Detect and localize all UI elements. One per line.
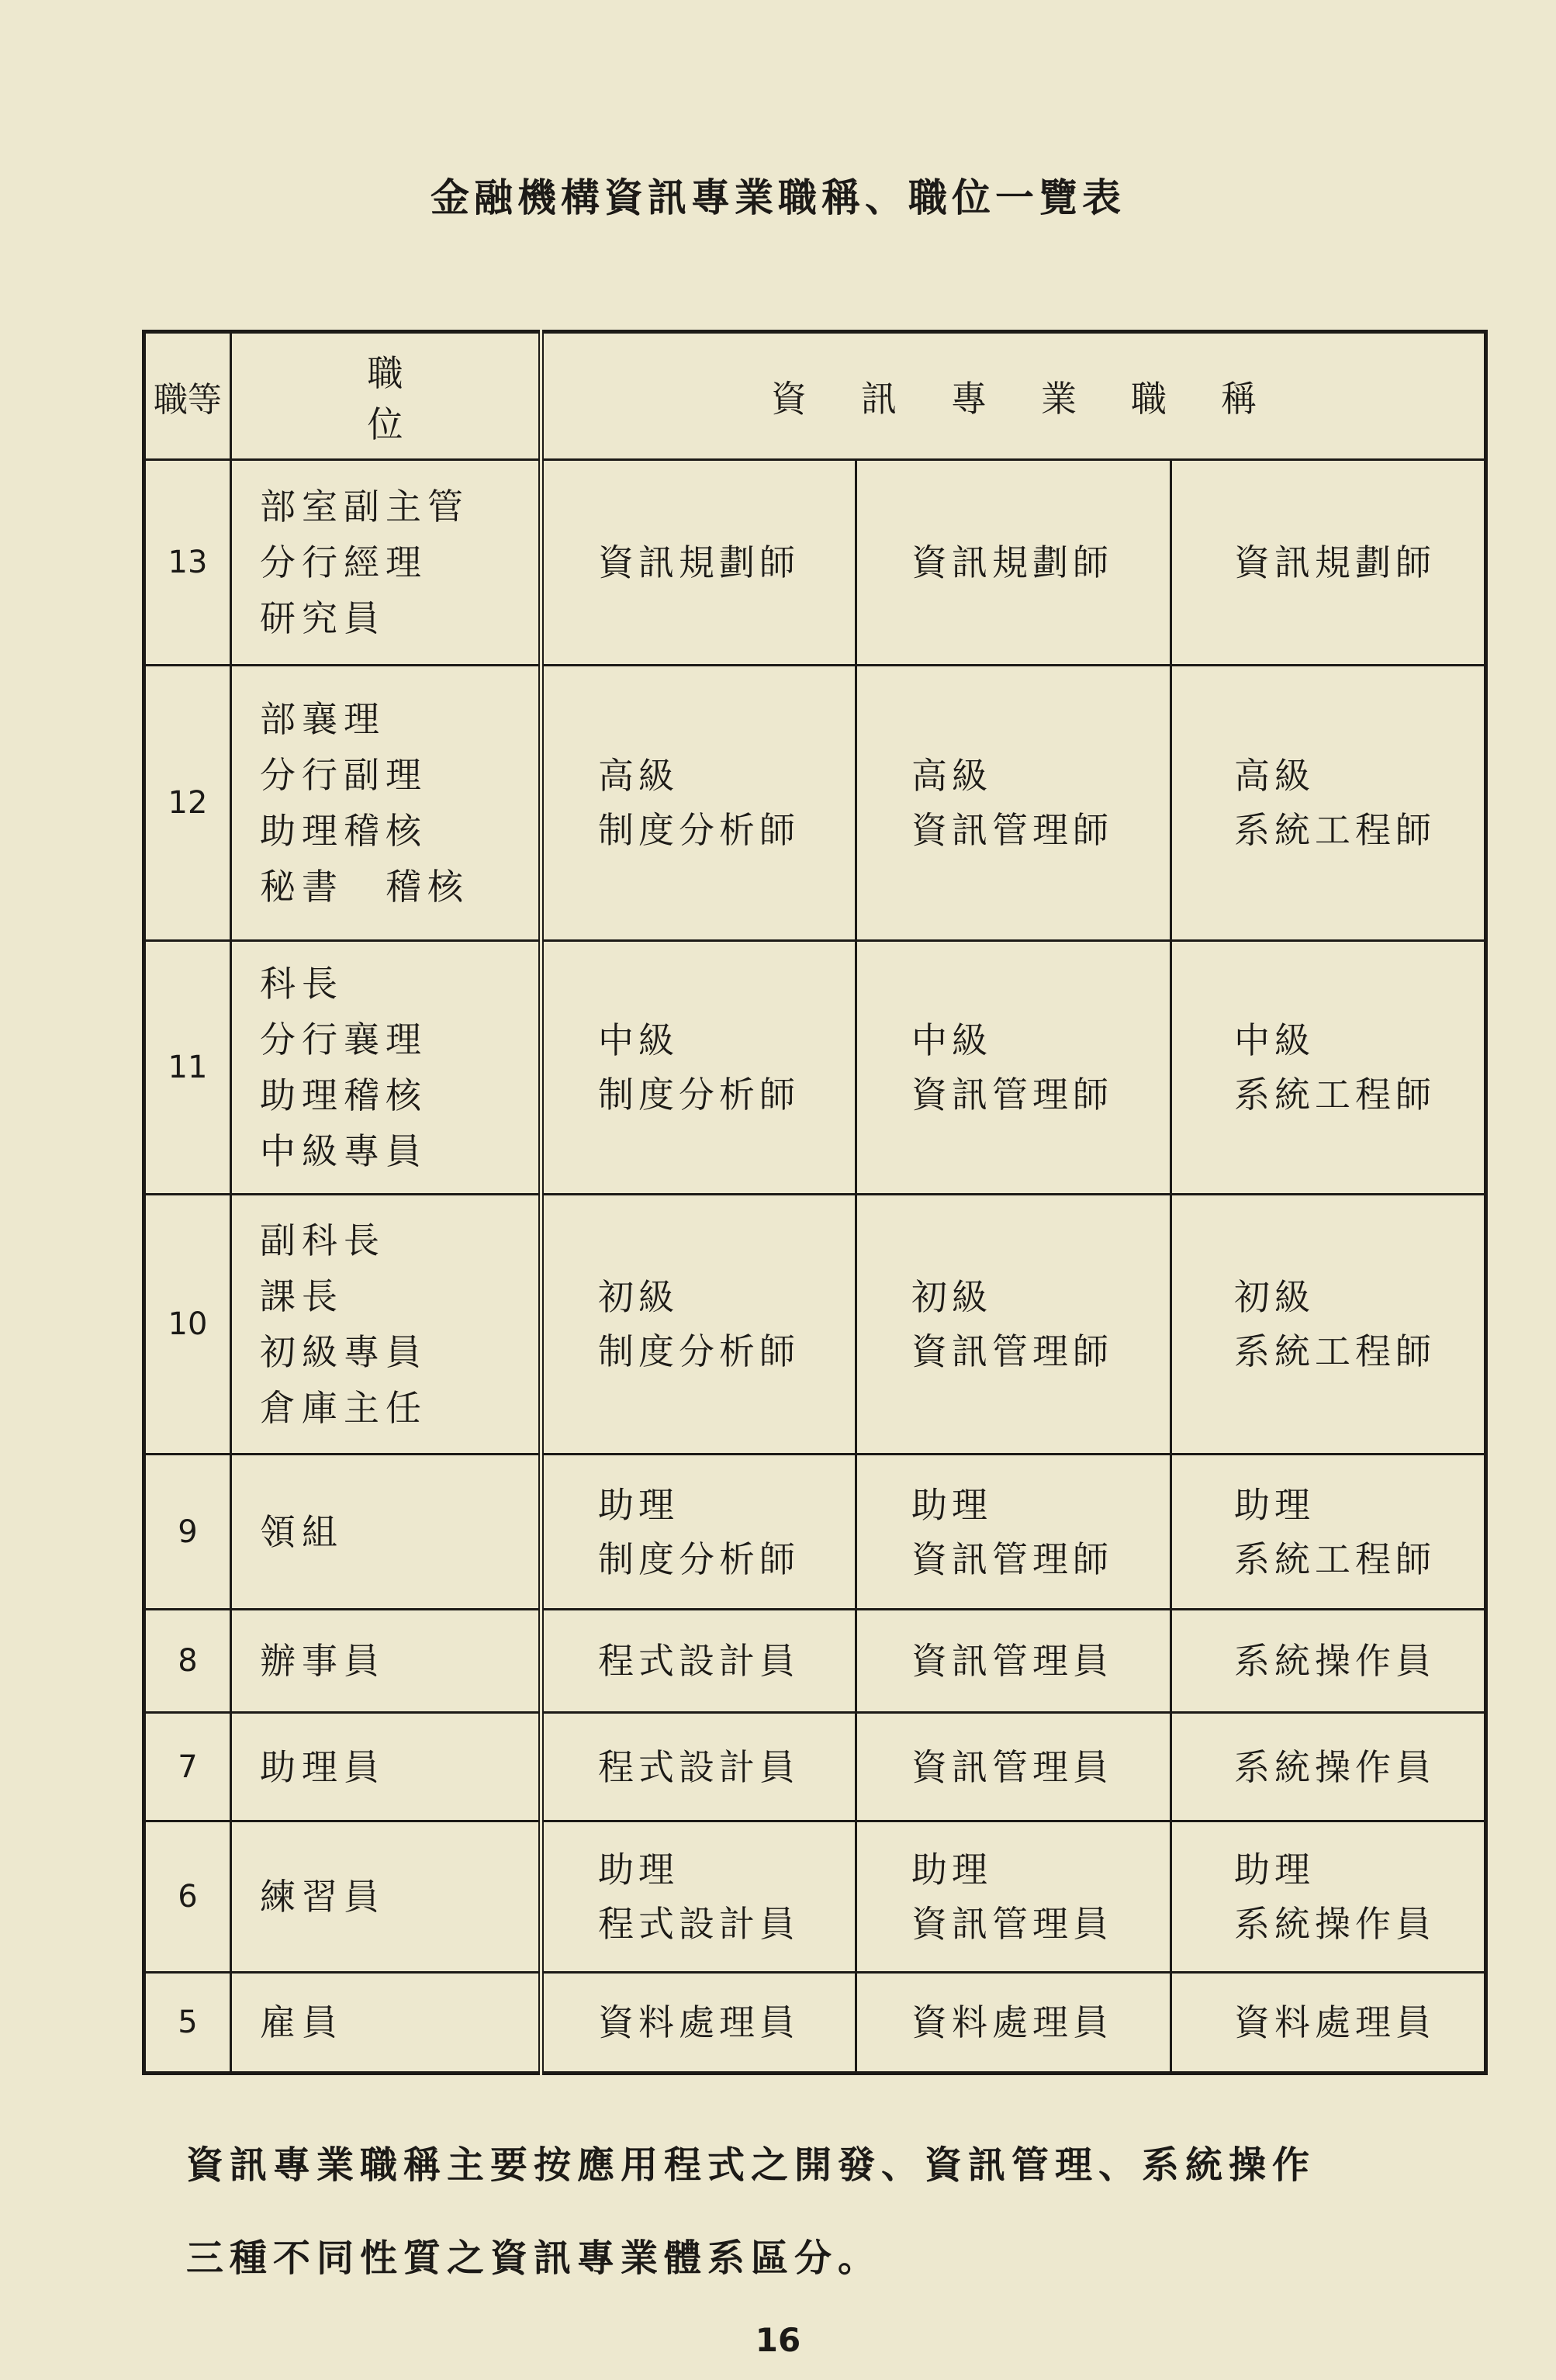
title-label: 資訊管理師 [911, 809, 1113, 851]
title-cell-3 [1171, 1973, 1486, 2074]
title-cell-2 [856, 941, 1171, 1195]
page-title: 金融機構資訊專業職稱、職位一覽表 [430, 175, 1126, 220]
grade-cell: 8 [144, 1610, 231, 1713]
title-label: 資訊規劃師 [598, 541, 800, 583]
title-label: 系統工程師 [1234, 1330, 1436, 1372]
table-row [144, 666, 1486, 941]
position-label: 秘書 稽核 [260, 866, 469, 908]
title-label: 程式設計員 [598, 1640, 800, 1682]
title-cell-1 [541, 1821, 856, 1973]
header-grade: 職等 [144, 332, 231, 460]
title-label: 助理 [598, 1483, 679, 1526]
title-cell-2 [856, 1713, 1171, 1821]
title-label: 中級 [1234, 1019, 1315, 1061]
title-label: 助理 [1234, 1483, 1315, 1526]
position-label: 助理稽核 [260, 1074, 427, 1116]
position-cell [231, 1973, 541, 2074]
table-row [144, 460, 1486, 666]
position-label: 雇員 [260, 2001, 344, 2043]
position-cell [231, 1195, 541, 1455]
page-number: 16 [755, 2321, 801, 2359]
title-cell-3 [1171, 1195, 1486, 1455]
title-cell-1 [541, 1973, 856, 2074]
table-row [144, 1195, 1486, 1455]
position-cell [231, 1455, 541, 1610]
title-label: 資訊管理師 [911, 1330, 1113, 1372]
title-cell-2 [856, 1821, 1171, 1973]
position-cell [231, 1713, 541, 1821]
position-label: 中級專員 [260, 1130, 427, 1172]
title-label: 程式設計員 [598, 1903, 800, 1945]
position-label: 分行經理 [260, 541, 427, 583]
title-label: 制度分析師 [598, 809, 800, 851]
title-label: 制度分析師 [598, 1330, 800, 1372]
header-position: 職位 [231, 332, 541, 460]
table-row [144, 941, 1486, 1195]
title-label: 制度分析師 [598, 1074, 800, 1116]
title-label: 高級 [598, 755, 679, 797]
title-label: 資訊管理師 [911, 1538, 1113, 1580]
title-cell-3 [1171, 666, 1486, 941]
table-row [144, 1821, 1486, 1973]
title-label: 資訊管理員 [911, 1640, 1113, 1682]
title-cell-1 [541, 460, 856, 666]
grade-cell: 11 [144, 941, 231, 1195]
title-label: 系統工程師 [1234, 1538, 1436, 1580]
title-label: 資料處理員 [598, 2001, 800, 2043]
position-label: 部襄理 [260, 698, 386, 740]
position-cell [231, 666, 541, 941]
title-label: 程式設計員 [598, 1745, 800, 1788]
position-label: 練習員 [260, 1876, 386, 1918]
position-label: 分行襄理 [260, 1019, 427, 1060]
table-header-row [144, 332, 1486, 460]
position-label: 部室副主管 [260, 486, 469, 528]
table-row [144, 1713, 1486, 1821]
grade-cell: 10 [144, 1195, 231, 1455]
title-label: 資訊規劃師 [1234, 541, 1436, 583]
title-label: 制度分析師 [598, 1538, 800, 1580]
footer-note-line2: 三種不同性質之資訊專業體系區分。 [186, 2236, 882, 2280]
title-cell-1 [541, 1195, 856, 1455]
title-cell-1 [541, 1455, 856, 1610]
title-label: 中級 [911, 1019, 992, 1061]
title-label: 初級 [911, 1276, 992, 1318]
title-label: 資料處理員 [911, 2001, 1113, 2043]
title-cell-3 [1171, 941, 1486, 1195]
grade-cell: 9 [144, 1455, 231, 1610]
title-label: 初級 [1234, 1276, 1315, 1318]
title-cell-2 [856, 1973, 1171, 2074]
title-cell-2 [856, 460, 1171, 666]
title-label: 系統操作員 [1234, 1903, 1436, 1945]
title-cell-2 [856, 1610, 1171, 1713]
title-cell-3 [1171, 460, 1486, 666]
footer-note-line1: 資訊專業職稱主要按應用程式之開發、資訊管理、系統操作 [186, 2143, 1316, 2187]
grade-cell: 12 [144, 666, 231, 941]
title-label: 助理 [1234, 1849, 1315, 1891]
title-label: 助理 [911, 1849, 992, 1891]
table-row [144, 1610, 1486, 1713]
title-cell-3 [1171, 1455, 1486, 1610]
position-cell [231, 1610, 541, 1713]
position-label: 倉庫主任 [260, 1387, 427, 1429]
title-label: 資訊管理師 [911, 1074, 1113, 1116]
position-label: 助理員 [260, 1745, 386, 1788]
title-label: 高級 [911, 755, 992, 797]
title-label: 資料處理員 [1234, 2001, 1436, 2043]
title-cell-2 [856, 1195, 1171, 1455]
title-label: 助理 [598, 1849, 679, 1891]
position-label: 領組 [260, 1510, 344, 1553]
position-label: 科長 [260, 963, 344, 1005]
position-cell [231, 460, 541, 666]
position-label: 辦事員 [260, 1640, 386, 1682]
job-title-table [142, 330, 1488, 2075]
position-cell [231, 941, 541, 1195]
position-cell [231, 1821, 541, 1973]
title-label: 系統操作員 [1234, 1640, 1436, 1682]
title-cell-1 [541, 666, 856, 941]
title-label: 系統工程師 [1234, 1074, 1436, 1116]
title-cell-3 [1171, 1821, 1486, 1973]
position-label: 分行副理 [260, 754, 427, 796]
title-label: 系統操作員 [1234, 1745, 1436, 1788]
title-label: 資訊管理員 [911, 1903, 1113, 1945]
title-cell-3 [1171, 1713, 1486, 1821]
title-cell-1 [541, 1610, 856, 1713]
position-label: 副科長 [260, 1219, 386, 1261]
title-cell-1 [541, 941, 856, 1195]
grade-cell: 13 [144, 460, 231, 666]
title-label: 中級 [598, 1019, 679, 1061]
position-label: 研究員 [260, 597, 386, 639]
grade-cell: 6 [144, 1821, 231, 1973]
title-label: 資訊管理員 [911, 1745, 1113, 1788]
title-label: 系統工程師 [1234, 809, 1436, 851]
header-titles: 資訊專業職稱 [541, 332, 1486, 460]
position-label: 課長 [260, 1275, 344, 1317]
position-label: 助理稽核 [260, 810, 427, 852]
title-cell-2 [856, 1455, 1171, 1610]
title-cell-2 [856, 666, 1171, 941]
grade-cell: 5 [144, 1973, 231, 2074]
position-label: 初級專員 [260, 1331, 427, 1373]
title-cell-1 [541, 1713, 856, 1821]
title-label: 初級 [598, 1276, 679, 1318]
table-row [144, 1455, 1486, 1610]
grade-cell: 7 [144, 1713, 231, 1821]
title-label: 資訊規劃師 [911, 541, 1113, 583]
title-label: 高級 [1234, 755, 1315, 797]
title-cell-3 [1171, 1610, 1486, 1713]
title-label: 助理 [911, 1483, 992, 1526]
table-row [144, 1973, 1486, 2074]
